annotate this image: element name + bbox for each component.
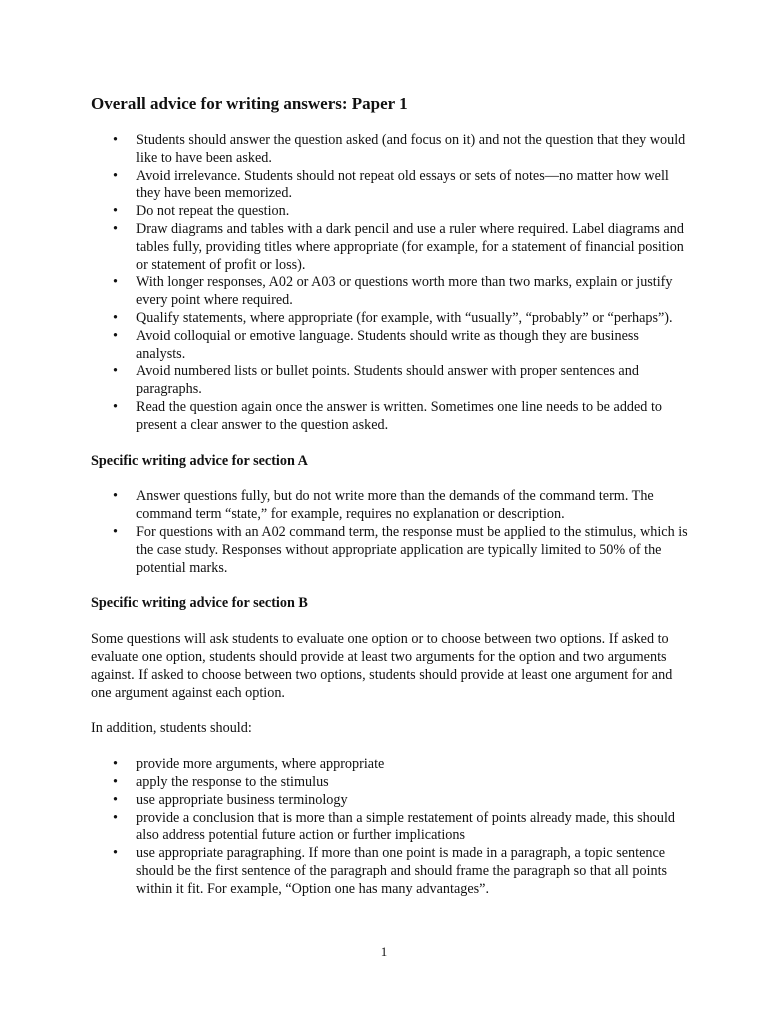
list-item-text: Avoid irrelevance. Students should not repeat old essays or sets of notes—no matter how well they have been memorized. [136,167,669,202]
list-item-text: Students should answer the question asked (and focus on it) and not the question that they would like to have been asked. [136,132,686,166]
list-item [91,274,691,310]
bullet-icon: • [113,398,118,415]
list-item-text: provide more arguments, where appropriate [136,756,385,773]
list-item [91,488,691,524]
list-item [91,756,691,774]
list-item [91,810,691,846]
section-b-intro: In addition, students should: [91,720,252,737]
list-item-text: With longer responses, A02 or A03 or questions worth more than two marks, explain or justify every point where required. [136,274,673,309]
list-item-text: Answer questions fully, but do not write more than the demands of the command term. The command term “state,” for example, requires no explanation or description. [136,488,654,523]
list-item [91,221,691,274]
list-item-text: provide a conclusion that is more than a simple restatement of points already made, this should also address potential future action or further implications [136,809,675,844]
list-item-text: Qualify statements, where appropriate (for example, with “usually”, “probably” or “perhaps”). [136,309,673,326]
bullet-icon: • [113,791,118,808]
bullet-icon: • [113,363,118,380]
list-item [91,363,691,399]
section-b-paragraph: Some questions will ask students to evaluate one option or to choose between two options. If asked to evaluate one option, students should provide at least two arguments for the option and two arguments against. If asked to choose between two options, students should provide at least one argument for and one argument against each option. [91,631,673,701]
bullet-icon: • [113,845,118,862]
list-item-text: Avoid numbered lists or bullet points. Students should answer with proper sentences and paragraphs. [136,363,639,398]
bullet-icon: • [113,220,118,237]
list-item [91,792,691,810]
document-content [91,94,691,916]
section-b-heading: Specific writing advice for section B [91,595,308,612]
bullet-icon: • [113,132,118,148]
list-item-text: use appropriate paragraphing. If more than one point is made in a paragraph, a topic sentence should be the first sentence of the paragraph and should frame the paragraph so that all points within it fit. For example, “Option one has many advantages”. [136,845,668,897]
bullet-icon: • [113,488,118,505]
section-a-list [91,488,691,577]
list-item [91,310,691,328]
overall-advice-list [91,132,691,435]
bullet-icon: • [113,203,118,220]
list-item-text: Draw diagrams and tables with a dark pencil and use a ruler where required. Label diagrams and tables fully, providing titles where appropriate (for example, for a statement of financial position or statement of profit or loss). [136,220,684,273]
list-item [91,168,691,204]
list-item-text: use appropriate business terminology [136,791,348,808]
list-item [91,132,691,168]
bullet-icon: • [113,773,118,790]
list-item [91,399,691,435]
list-item [91,524,691,577]
page-title: Overall advice for writing answers: Paper 1 [91,94,408,113]
list-item [91,203,691,221]
list-item-text: Avoid colloquial or emotive language. Students should write as though they are business analysts. [136,327,639,362]
list-item-text: Do not repeat the question. [136,203,290,220]
bullet-icon: • [113,309,118,326]
bullet-icon: • [113,167,118,184]
page-number: 1 [380,944,388,959]
section-b-list [91,756,691,898]
bullet-icon: • [113,274,118,291]
bullet-icon: • [113,327,118,344]
list-item-text: apply the response to the stimulus [136,773,329,790]
list-item [91,845,691,898]
bullet-icon: • [113,809,118,826]
bullet-icon: • [113,523,118,540]
bullet-icon: • [113,756,118,773]
list-item-text: For questions with an A02 command term, the response must be applied to the stimulus, which is the case study. Responses without appropriate application are typically limited to 50% of the potential marks. [136,523,688,576]
section-a-heading: Specific writing advice for section A [91,452,308,469]
list-item [91,774,691,792]
list-item [91,328,691,364]
list-item-text: Read the question again once the answer is written. Sometimes one line needs to be added to present a clear answer to the question asked. [136,398,662,433]
